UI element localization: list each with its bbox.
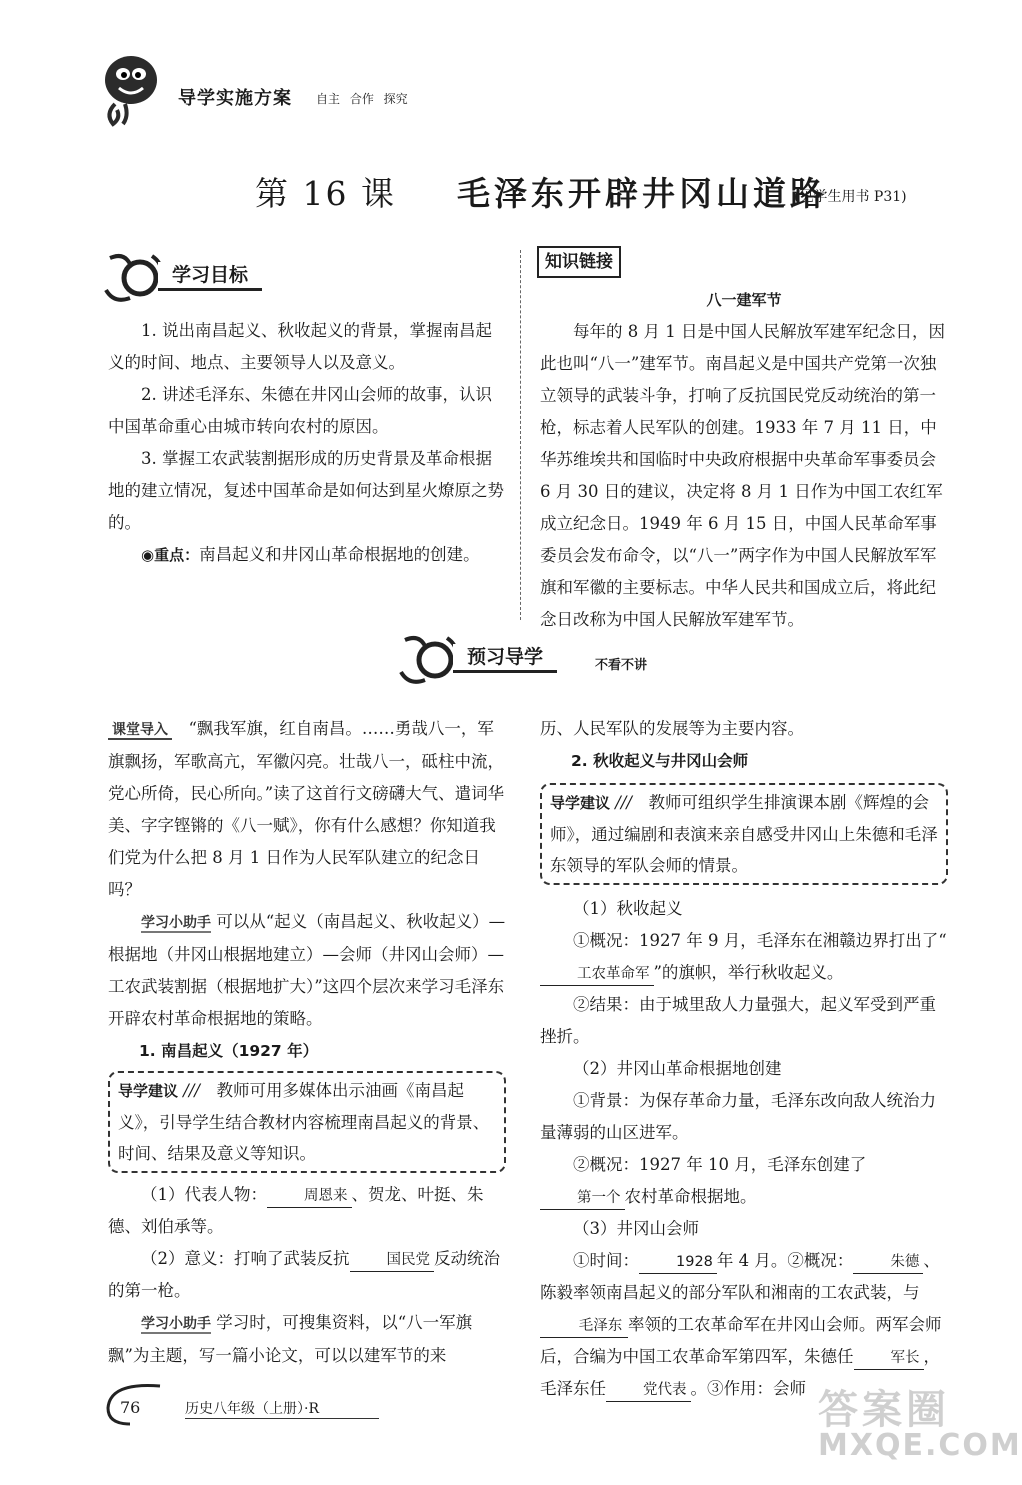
preview-note: 不看不讲 bbox=[595, 658, 648, 673]
goal-item: 3. 掌握工农武装割据形成的历史背景及革命根据地的建立情况，复述中国革命是如何达到星火燎原之势的。 bbox=[108, 449, 504, 532]
guide-text: 教师可用多媒体出示油画《南昌起义》，引导学生结合教材内容梳理南昌起义的背景、时间、结果及意义等知识。 bbox=[118, 1081, 490, 1163]
knowledge-section bbox=[540, 284, 948, 636]
section-heading: （1）秋收起义 bbox=[573, 899, 683, 918]
s3a-middle: 年 4 月。②概况： bbox=[716, 1251, 854, 1270]
answer-blank: 党代表 bbox=[606, 1379, 691, 1402]
section-heading: （3）井冈山会师 bbox=[573, 1219, 699, 1238]
s1a-suffix: ”的旗帜，举行秋收起义。 bbox=[653, 963, 844, 982]
q2-prefix: （2）意义：打响了武装反抗 bbox=[141, 1249, 350, 1268]
guide-tag: 导学建议 bbox=[118, 1082, 179, 1100]
s2b-prefix: ②概况：1927 年 10 月，毛泽东创建了 bbox=[573, 1155, 867, 1174]
autumn-result: ②结果：由于城里敌人力量强大，起义军受到严重挫折。 bbox=[540, 995, 936, 1046]
goal-key bbox=[108, 539, 506, 571]
goal-key-label: ◉重点： bbox=[141, 546, 200, 564]
goals-banner bbox=[100, 250, 320, 300]
subheading-nanchang: 1. 南昌起义（1927 年） bbox=[139, 1042, 319, 1060]
header-subtitle: 自主 合作 探究 bbox=[316, 92, 408, 106]
helper-paragraph bbox=[108, 1307, 506, 1372]
helper-tag: 学习小助手 bbox=[141, 1316, 211, 1332]
s3a-prefix: ①时间： bbox=[573, 1251, 639, 1270]
base-background: ①背景：为保存革命力量，毛泽东改向敌人统治力量薄弱的山区进军。 bbox=[540, 1091, 936, 1142]
lesson-title bbox=[255, 168, 827, 215]
goal-item: 1. 说出南昌起义、秋收起义的背景，掌握南昌起义的时间、地点、主要领导人以及意义。 bbox=[108, 321, 492, 372]
goals-banner-label: 学习目标 bbox=[158, 262, 262, 291]
helper-paragraph bbox=[108, 906, 506, 1035]
s3a-suffix4: 。③作用：会师 bbox=[690, 1379, 806, 1398]
answer-blank: 军长 bbox=[854, 1347, 924, 1370]
mascot-icon bbox=[95, 48, 165, 128]
answer-blank: 朱德 bbox=[853, 1251, 923, 1274]
page-number: 76 bbox=[120, 1398, 141, 1417]
answer-blank: 周恩来 bbox=[267, 1185, 352, 1208]
answer-blank: 国民党 bbox=[350, 1249, 435, 1272]
answer-blank: 毛泽东 bbox=[540, 1315, 628, 1338]
intro-paragraph bbox=[108, 713, 506, 906]
helper-text: 学习时，可搜集资料，以“八一军旗飘”为主题，写一篇小论文，可以以建军节的来 bbox=[108, 1313, 473, 1365]
knowledge-text: 每年的 8 月 1 日是中国人民解放军建军纪念日，因此也叫“八一”建军节。南昌起义是中国共产党第一次独立领导的武装斗争，打响了反抗国民党反动统治的第一枪，标志着人民军队的创建。1933 年 7 月 11 日，中华苏维埃共和国临时中央政府根据中央革命军事委员会 6 月 30 日的建议，决定将 8 月 1 日作为中国工农红军成立纪念日。1949 年 6 月 15 日，中国人民革命军事委员会发布命令，以“八一”两字作为中国人民解放军军旗和军徽的主要标志。中华人民共和国成立后，将此纪念日改称为中国人民解放军建军节。 bbox=[540, 322, 945, 629]
goals-list bbox=[108, 315, 506, 571]
knowledge-title: 八一建军节 bbox=[706, 291, 782, 309]
goal-key-text: 南昌起义和井冈山革命根据地的创建。 bbox=[199, 545, 480, 564]
s3a-suffix2: 率领的工农革命军在井冈山会师。两军会师后，合编为中国工农革命军第四军，朱德任 bbox=[540, 1315, 942, 1366]
lesson-name: 毛泽东开辟井冈山道路 bbox=[456, 174, 827, 213]
q2-suffix: 反动统治的第一枪。 bbox=[108, 1249, 500, 1300]
q1-suffix: 、贺龙、叶挺、朱德、刘伯承等。 bbox=[108, 1185, 484, 1236]
s3a-suffix3: ，毛泽东任 bbox=[540, 1347, 940, 1398]
s1a-prefix: ①概况：1927 年 9 月，毛泽东在湘赣边界打出了“ bbox=[573, 931, 947, 950]
knowledge-tag: 知识链接 bbox=[537, 246, 621, 278]
answer-blank: 工农革命军 bbox=[540, 963, 654, 986]
book-title: 历史八年级（上册）·R bbox=[185, 1398, 379, 1419]
question-1 bbox=[108, 1179, 506, 1243]
column-divider bbox=[520, 250, 521, 620]
guide-box: 导学建议 /// 教师可组织学生排演课本剧《辉煌的会师》，通过编剧和表演来亲自感受井冈山上朱德和毛泽东领导的军队会师的情景。 bbox=[540, 783, 948, 885]
right-column bbox=[540, 713, 948, 1405]
guide-text: 教师可组织学生排演课本剧《辉煌的会师》，通过编剧和表演来亲自感受井冈山上朱德和毛泽东领导的军队会师的情景。 bbox=[550, 793, 938, 875]
left-column bbox=[108, 713, 506, 1372]
s3a-suffix: 、陈毅率领南昌起义的部分军队和湘南的工农武装，与 bbox=[540, 1251, 940, 1302]
preview-banner bbox=[395, 632, 695, 682]
lesson-reference: (见学生用书 P31) bbox=[794, 189, 907, 205]
subheading-autumn: 2. 秋收起义与井冈山会师 bbox=[571, 752, 749, 770]
watermark-url: MXQE.COM bbox=[818, 1428, 1022, 1463]
guide-box: 导学建议 /// 教师可用多媒体出示油画《南昌起义》，引导学生结合教材内容梳理南昌起义的背景、时间、结果及意义等知识。 bbox=[108, 1071, 506, 1173]
answer-blank: 第一个 bbox=[540, 1187, 625, 1210]
intro-text: “飘我军旗，红自南昌。……勇哉八一，军旗飘扬，军歌高亢，军徽闪亮。壮哉八一，砥柱中流，党心所倚，民心所向。”读了这首行文磅礴大气、遣词华美、字字铿锵的《八一赋》，你有什么感想？你知道我们党为什么把 8 月 1 日作为人民军队建立的纪念日吗？ bbox=[108, 719, 505, 899]
helper-text: 可以从“起义（南昌起义、秋收起义）—根据地（井冈山根据地建立）—会师（井冈山会师）—工农武装割据（根据地扩大）”这四个层次来学习毛泽东开辟农村革命根据地的策略。 bbox=[108, 912, 506, 1028]
autumn-overview bbox=[540, 925, 948, 989]
continued-text: 历、人民军队的发展等为主要内容。 bbox=[540, 719, 804, 738]
goal-item: 2. 讲述毛泽东、朱德在井冈山会师的故事，认识中国革命重心由城市转向农村的原因。 bbox=[108, 385, 492, 436]
lesson-number: 第 16 课 bbox=[255, 174, 396, 213]
question-2 bbox=[108, 1243, 506, 1307]
answer-blank: 1928 bbox=[639, 1251, 717, 1274]
helper-tag: 学习小助手 bbox=[141, 915, 211, 931]
s2b-suffix: 农村革命根据地。 bbox=[624, 1187, 757, 1206]
q1-prefix: （1）代表人物： bbox=[141, 1185, 267, 1204]
section-heading: （2）井冈山革命根据地创建 bbox=[573, 1059, 782, 1078]
header-title: 导学实施方案 bbox=[178, 88, 292, 109]
intro-tag: 课堂导入 bbox=[108, 722, 172, 740]
watermark-logo: 答案圈 bbox=[818, 1387, 950, 1433]
guide-tag: 导学建议 bbox=[550, 794, 611, 812]
base-overview bbox=[540, 1149, 948, 1213]
preview-banner-label: 预习导学 bbox=[453, 644, 557, 673]
